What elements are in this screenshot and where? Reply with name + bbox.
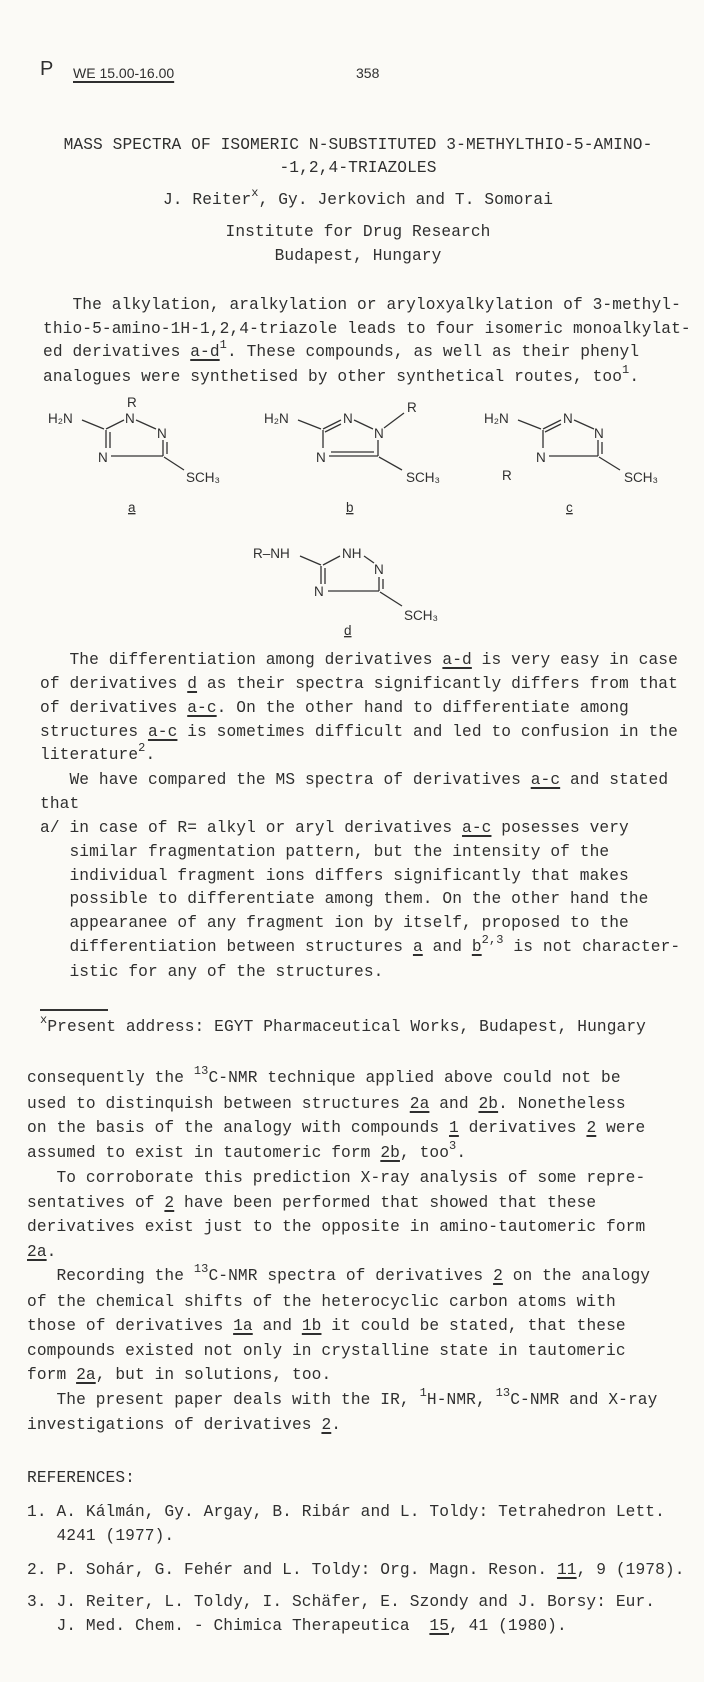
text-run: derivatives exist just to the opposite in amino-tautomeric form [27,1218,646,1236]
structure-d-sch3: SCH₃ [404,608,439,623]
text-line [27,1166,657,1191]
reference-1 [27,1500,665,1548]
text-line [40,888,680,912]
paragraph-nmr [27,1066,657,1438]
structure-c-sch3: SCH₃ [624,470,659,485]
text-run: The differentiation among derivatives [40,651,443,669]
structure-c-n2: N [563,411,573,426]
text-run: 3. J. Reiter, L. Toldy, I. Schäfer, E. Szondy and J. Borsy: Eur. [27,1593,656,1611]
compound-reference: b [471,938,482,957]
text-line [27,1092,657,1117]
text-run: of derivatives [40,698,188,717]
page-number: 358 [356,65,380,81]
compound-reference: a-c [462,818,492,837]
text-line [40,649,680,673]
text-run: is very easy in case [471,651,678,669]
compound-reference: d [187,674,198,693]
structure-a-sch3: SCH₃ [186,470,221,485]
text-line [43,294,691,318]
text-run: ed derivatives [43,343,191,362]
superscript: 2,3 [481,933,504,948]
text-run: consequently the [27,1069,194,1087]
compound-reference: 2a [76,1366,96,1384]
structure-b-n2: N [343,411,353,426]
text-run: , too [399,1143,450,1162]
text-run: H-NMR, [426,1390,496,1409]
text-run: have been performed that showed that these [174,1193,597,1212]
text-run: were [596,1119,646,1137]
title-line-1: MASS SPECTRA OF ISOMERIC N-SUBSTITUTED 3-METHYLTHIO-5-AMINO- [63,136,653,154]
paragraph-intro [43,294,691,391]
structure-b-n4: N [316,450,326,465]
text-run: form [27,1366,77,1384]
text-line [27,1339,657,1364]
text-line [27,1500,665,1524]
compound-reference: 11 [556,1561,577,1579]
superscript: 1 [219,338,227,353]
text-run: , but in solutions, too. [95,1366,332,1384]
text-run: individual fragment ions differs significantly that makes [40,866,629,885]
structure-a-n4: N [98,450,108,465]
text-run: C-NMR and X-ray [510,1390,658,1409]
compound-reference: 2 [164,1193,175,1212]
text-run: derivatives [458,1119,587,1137]
structure-b-label: b [346,500,354,515]
text-line [27,1614,655,1638]
text-run: on the basis of the analogy with compounds [27,1119,450,1137]
text-line [40,912,680,936]
text-line [40,933,681,961]
compound-reference: 2 [321,1416,332,1434]
text-line [40,817,680,841]
text-run: possible to differentiate among them. On the other hand the [40,890,649,909]
structure-c-amine: H₂N [484,411,509,426]
text-line [27,1363,657,1388]
text-run: is sometimes difficult and led to confusion in the [177,722,678,741]
text-run: , 41 (1980). [449,1617,567,1635]
text-run: differentiation between structures [40,938,413,957]
authors [6,186,704,209]
text-line [27,1191,657,1216]
reference-3 [27,1590,655,1638]
text-run: as their spectra significantly differs from that [197,674,678,693]
text-run: . These compounds, as well as their phenyl [226,343,640,362]
text-run: that [40,795,80,814]
text-run: We have compared the MS spectra of derivatives [40,771,531,790]
text-line [40,697,680,721]
title-line-2: -1,2,4-TRIAZOLES [279,159,437,177]
session-time: WE 15.00-16.00 [73,65,175,81]
section-letter: P [40,58,54,80]
text-run: Present address: EGYT Pharmaceutical Works, Budapest, Hungary [47,1018,646,1036]
superscript: 1 [622,363,630,378]
text-run: 4241 (1977). [27,1527,175,1545]
structure-d-n4: N [314,584,324,599]
text-run: thio-5-amino-1H-1,2,4-triazole leads to four isomeric monoalkylat- [43,319,691,338]
affiliation-institute: Institute for Drug Research [225,223,491,241]
text-run: a/ in case of R= alkyl or aryl derivatives [40,818,463,837]
text-run: . On the other hand to differentiate among [216,698,629,717]
compound-reference: 2b [380,1143,400,1162]
text-run: sentatives of [27,1193,165,1212]
text-line [40,865,680,889]
compound-reference: 2a [27,1242,47,1261]
text-line [40,741,680,769]
reference-2 [27,1558,685,1582]
structure-a-label: a [128,500,136,515]
compound-reference: 1 [449,1119,459,1137]
compound-reference: 2a [409,1094,430,1113]
text-line [27,1385,658,1414]
text-line [43,338,691,366]
structure-c [484,411,658,515]
text-run: analogues were synthetised by other synthetical routes, too [43,368,623,387]
compound-reference: a-c [187,698,217,717]
superscript: 13 [193,1262,209,1276]
structure-a-r: R [127,395,137,410]
text-line [27,1138,657,1167]
structure-c-n4: N [536,450,546,465]
superscript: 2 [138,741,146,756]
superscript: 1 [419,1385,427,1400]
text-run: istic for any of the structures. [40,962,384,981]
author-name: J. Reiter [162,191,252,209]
text-run: C-NMR technique applied above could not be [208,1069,621,1087]
text-run: similar fragmentation pattern, but the intensity of the [40,842,610,861]
text-line [27,1240,657,1265]
paragraph-differentiation [40,649,680,985]
text-run: The alkylation, aralkylation or aryloxyalkylation of 3-methyl- [43,296,681,314]
text-run: on the analogy [502,1267,651,1285]
structure-d-label: d [344,623,352,638]
structure-a-n2: N [157,426,167,441]
text-line [27,1413,657,1438]
text-line [27,1116,657,1141]
co-authors: , Gy. Jerkovich and T. Somorai [258,191,554,209]
author-footnote-mark: x [251,186,259,200]
text-line [27,1590,655,1614]
structure-b [264,400,440,515]
text-run: literature [40,746,139,765]
text-run: . [331,1416,342,1434]
text-run: . [145,746,156,765]
text-run: it could be stated, that these [321,1317,626,1335]
text-line [27,1314,657,1339]
structure-b-amine: H₂N [264,411,289,426]
text-run: of the chemical shifts of the heterocyclic carbon atoms with [27,1292,616,1311]
text-run: and stated [560,771,669,790]
compound-reference: a [412,938,423,957]
text-line [40,961,680,985]
compound-reference: 1a [233,1317,253,1335]
text-line [27,1264,657,1290]
text-line [40,1015,646,1040]
text-line [40,673,680,697]
text-run: . [46,1242,57,1261]
text-line [27,1215,657,1240]
compound-reference: 15 [429,1617,450,1635]
text-run: appearanee of any fragment ion by itself, proposed to the [40,914,629,933]
text-run: and [252,1317,302,1335]
text-run: those of derivatives [27,1317,234,1335]
superscript: 3 [449,1138,457,1153]
text-line [40,841,680,865]
structure-b-sch3: SCH₃ [406,470,441,485]
text-run: assumed to exist in tautomeric form [27,1143,381,1162]
text-run: C-NMR spectra of derivatives [208,1267,494,1285]
text-run: and [422,938,472,957]
compound-reference: 1b [301,1317,322,1335]
structure-d-n2: N [374,562,384,577]
superscript: 13 [495,1385,511,1400]
structure-d-n1: NH [342,546,362,561]
text-run: . Nonetheless [498,1094,626,1113]
text-line [43,318,691,342]
text-line [27,1066,657,1092]
text-run: posesses very [491,818,629,837]
compound-reference: 2b [478,1094,499,1113]
text-run: . [629,368,640,387]
text-line [27,1290,657,1315]
text-run: of derivatives [40,674,188,693]
chemical-structures [0,380,704,650]
compound-reference: a-d [442,651,472,669]
structure-a-amine: H₂N [48,411,73,426]
structure-a-n1: N [125,411,135,426]
text-line [40,769,680,793]
text-run: 1. A. Kálmán, Gy. Argay, B. Ribár and L. Toldy: Tetrahedron Lett. [27,1503,665,1521]
compound-reference: a-c [530,771,561,790]
compound-reference: 2 [586,1119,597,1137]
structure-c-n1: N [594,426,604,441]
footnote-rule [40,1009,108,1011]
text-run: To corroborate this prediction X-ray analysis of some repre- [27,1169,646,1187]
text-run: compounds existed not only in crystalline state in tautomeric [27,1341,626,1360]
structure-a [48,395,220,515]
structure-b-n1: N [374,426,384,441]
text-run: J. Med. Chem. - Chimica Therapeutica [27,1617,430,1635]
affiliation-city: Budapest, Hungary [274,247,442,265]
superscript: x [40,1013,48,1027]
text-line [40,793,680,817]
compound-reference: 2 [493,1267,503,1285]
text-run: investigations of derivatives [27,1416,322,1434]
compound-reference: a-d [190,343,220,362]
text-line [27,1524,665,1548]
text-run: 2. P. Sohár, G. Fehér and L. Toldy: Org. Magn. Reson. [27,1561,557,1579]
structure-d [253,546,438,638]
text-run: and [429,1094,479,1113]
text-run: The present paper deals with the IR, [27,1390,420,1409]
references-heading: REFERENCES: [27,1469,135,1487]
text-run: , 9 (1978). [576,1561,685,1579]
text-run: used to distinquish between structures [27,1094,410,1113]
compound-reference: a-c [147,722,178,741]
text-run: Recording the [27,1267,194,1285]
text-line [40,721,680,745]
text-line [27,1558,685,1582]
superscript: 13 [193,1064,209,1078]
structure-d-amine: R–NH [253,546,290,561]
text-run: is not character- [503,938,681,957]
text-run: structures [40,722,148,741]
structure-c-label: c [566,500,573,515]
structure-b-r: R [407,400,417,415]
footnote [40,1015,646,1040]
text-run: . [456,1143,467,1162]
structure-c-r: R [502,468,512,483]
